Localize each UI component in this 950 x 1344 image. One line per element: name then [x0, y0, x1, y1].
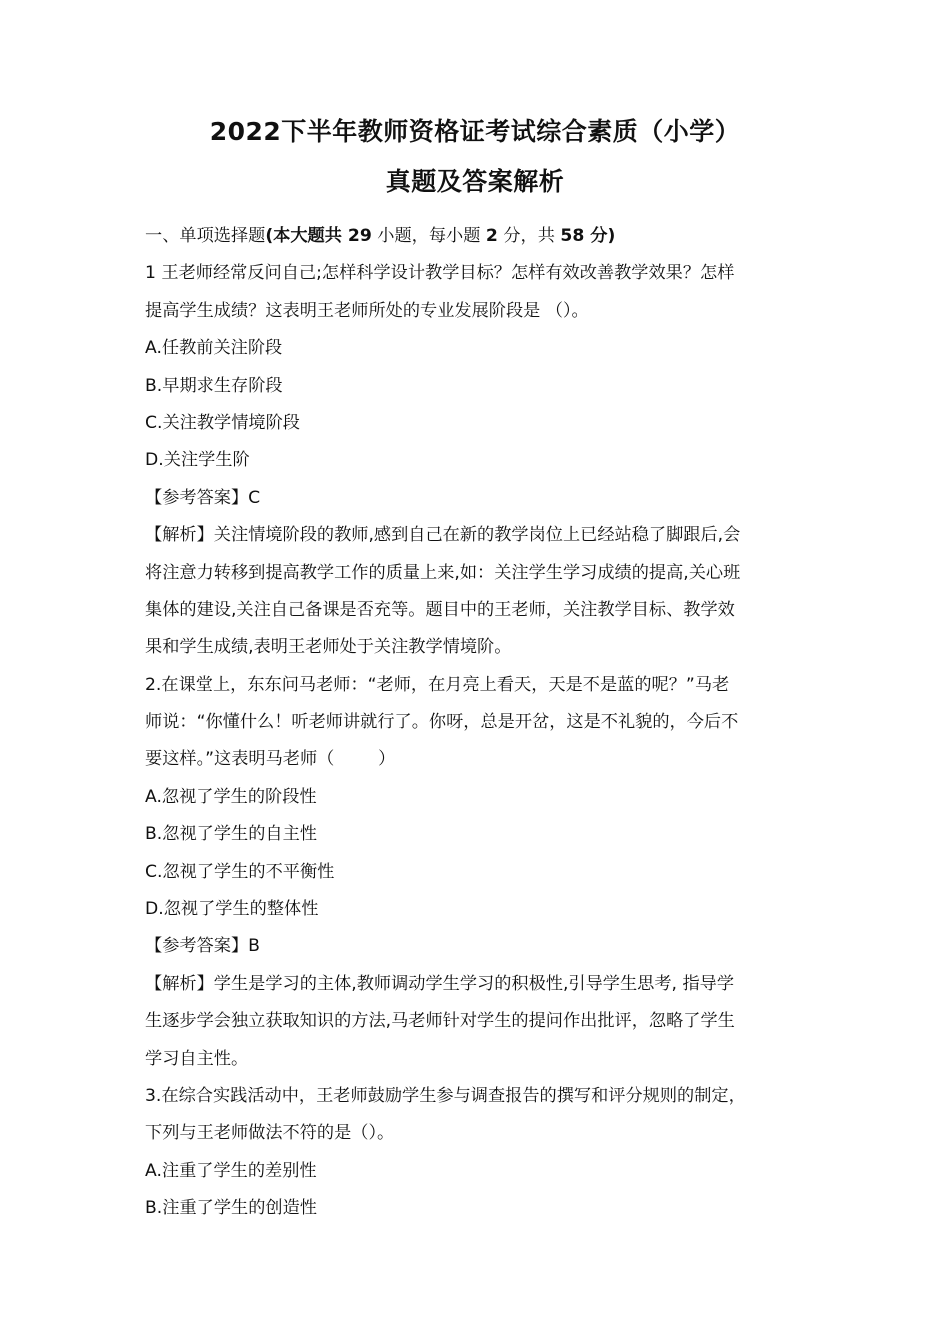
question-1-text: 1 王老师经常反问自己;怎样科学设计教学目标？怎样有效改善教学效果？怎样 — [145, 263, 735, 284]
question-1-analysis: 果和学生成绩,表明王老师处于关注教学情境阶。 — [145, 637, 512, 658]
question-3-text: 3.在综合实践活动中，王老师鼓励学生参与调查报告的撰写和评分规则的制定， — [145, 1085, 746, 1106]
section-heading-detail: 分) — [584, 226, 616, 246]
question-1-option-b: B.早期求生存阶段 — [145, 375, 283, 396]
section-heading — [145, 218, 810, 255]
question-2-option-a: A.忽视了学生的阶段性 — [145, 786, 317, 807]
section-heading-detail: (本大题共 — [265, 226, 348, 246]
question-1-analysis: 将注意力转移到提高教学工作的质量上来,如：关注学生学习成绩的提高,关心班 — [145, 562, 741, 583]
points-each: 2 — [485, 226, 498, 246]
question-2-text: 2.在课堂上，东东问马老师：“老师，在月亮上看天，天是不是蓝的呢？”马老 — [145, 674, 730, 695]
document-title: 2022下半年教师资格证考试综合素质（小学） — [209, 117, 741, 146]
document-subtitle: 真题及答案解析 — [385, 167, 565, 196]
question-1-answer: 【参考答案】C — [145, 487, 261, 508]
question-1-analysis: 集体的建设,关注自己备课是否充等。题目中的王老师，关注教学目标、教学效 — [145, 599, 735, 620]
question-2-option-b: B.忽视了学生的自主性 — [145, 824, 317, 845]
question-2-analysis: 【解析】学生是学习的主体,教师调动学生学习的积极性,引导学生思考, 指导学 — [145, 973, 735, 994]
question-2-option-d: D.忽视了学生的整体性 — [145, 899, 319, 920]
section-heading-prefix: 一、单项选择题 — [145, 226, 266, 246]
question-3-text: 下列与王老师做法不符的是（）。 — [145, 1123, 395, 1144]
question-1-option-c: C.关注教学情境阶段 — [145, 412, 300, 433]
question-3-option-a: A.注重了学生的差别性 — [145, 1160, 317, 1181]
document-body — [145, 218, 810, 1228]
question-2-analysis: 学习自主性。 — [145, 1048, 249, 1069]
section-heading-detail: 小题，每小题 — [371, 226, 486, 246]
question-1-option-d: D.关注学生阶 — [145, 450, 250, 471]
question-2-option-c: C.忽视了学生的不平衡性 — [145, 861, 335, 882]
section-heading-detail: 分，共 — [497, 226, 561, 246]
total-points: 58 — [560, 226, 585, 246]
question-2-text: 要这样。”这表明马老师（ ） — [145, 749, 396, 770]
question-2-answer: 【参考答案】B — [145, 936, 260, 957]
question-1-text: 提高学生成绩？这表明王老师所处的专业发展阶段是 （）。 — [145, 300, 589, 321]
question-1-analysis: 【解析】关注情境阶段的教师,感到自己在新的教学岗位上已经站稳了脚跟后,会 — [145, 525, 741, 546]
question-2-analysis: 生逐步学会独立获取知识的方法,马老师针对学生的提问作出批评，忽略了学生 — [145, 1011, 735, 1032]
question-1-option-a: A.任教前关注阶段 — [145, 338, 283, 359]
question-count: 29 — [347, 226, 372, 246]
question-3-option-b: B.注重了学生的创造性 — [145, 1198, 317, 1219]
question-2-text: 师说：“你懂什么！听老师讲就行了。你呀，总是开岔，这是不礼貌的，今后不 — [145, 712, 739, 733]
